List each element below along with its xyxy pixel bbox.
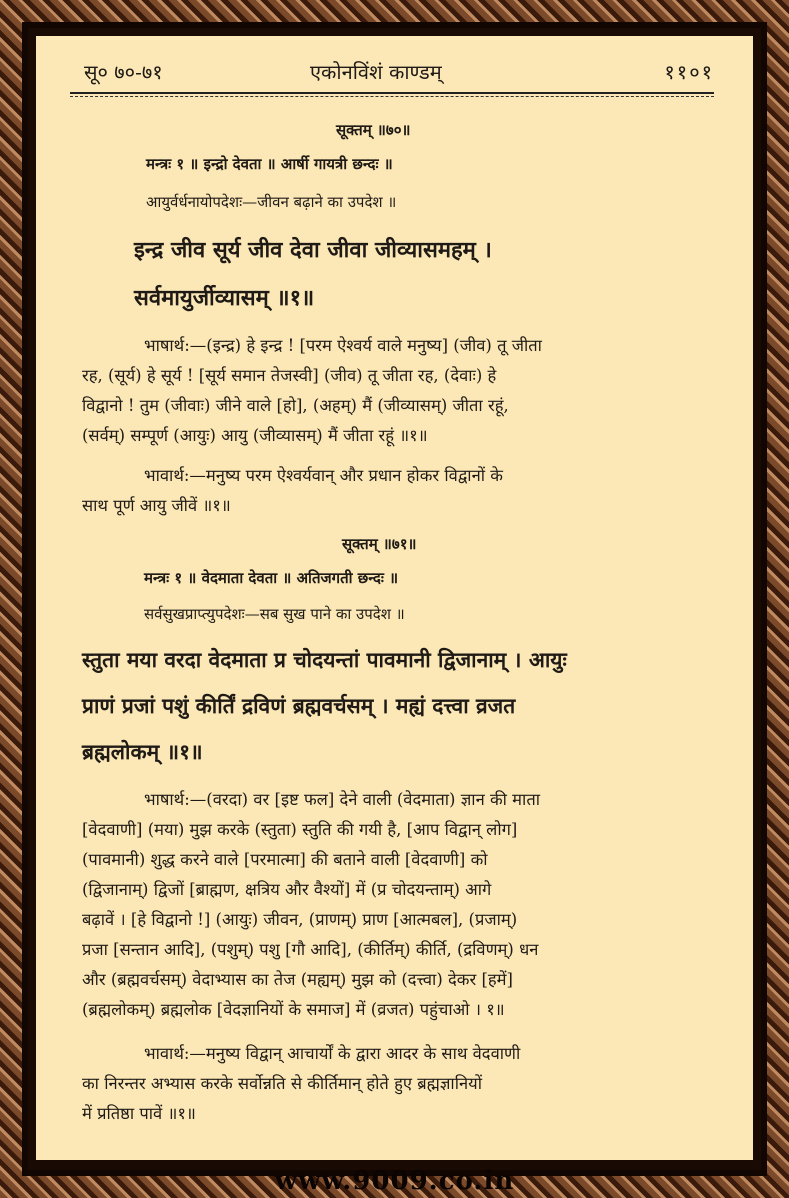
sukta-70-upadesh: आयुर्वर्धनायोपदेशः—जीवन बढ़ाने का उपदेश ॥ <box>146 193 397 211</box>
sukta-71-bhavarth-line: का निरन्तर अभ्यास करके सर्वोन्नति से कीर्तिमान् होते हुए ब्रह्मज्ञानियों <box>82 1074 482 1093</box>
sukta-71-mantra-line: स्तुता मया वरदा वेदमाता प्र चोदयन्तां पावमानी द्विजानाम् । आयुः <box>82 647 567 672</box>
sukta-70-meta: मन्त्रः १ ॥ इन्द्रो देवता ॥ आर्षी गायत्री छन्दः ॥ <box>146 155 393 173</box>
sukta-70-bhavarth-line: साथ पूर्ण आयु जीवें ॥१॥ <box>82 496 231 515</box>
sukta-70-bhasharth-line: भाषार्थ:—(इन्द्र) हे इन्द्र ! [परम ऐश्वर्य वाले मनुष्य] (जीव) तू जीता <box>144 336 542 355</box>
sukta-71-mantra-line: ब्रह्मलोकम् ॥१॥ <box>82 739 203 764</box>
sukta-71-bhasharth-line: (पावमानी) शुद्ध करने वाले [परमात्मा] की बताने वाली [वेदवाणी] को <box>82 850 488 869</box>
sukta-71-bhasharth-line: बढ़ावें । [हे विद्वानो !] (आयुः) जीवन, (प्राणम्) प्राण [आत्मबल], (प्रजाम्) <box>82 910 518 929</box>
sukta-70-mantra-line-1: इन्द्र जीव सूर्य जीव देवा जीवा जीव्यासमहम् । <box>134 237 492 263</box>
sukta-71-bhavarth-line: भावार्थ:—मनुष्य विद्वान् आचार्यों के द्वारा आदर के साथ वेदवाणी <box>144 1044 521 1063</box>
sukta-71-bhasharth-line: भाषार्थ:—(वरदा) वर [इष्ट फल] देने वाली (वेदमाता) ज्ञान की माता <box>144 790 540 809</box>
header-rule <box>70 92 714 94</box>
header-page-number: ११०१ <box>664 60 714 84</box>
sukta-71-bhasharth-line: (ब्रह्मलोकम्) ब्रह्मलोक [वेदज्ञानियों के समाज] में (व्रजत) पहुंचाओ । १॥ <box>82 1000 505 1019</box>
book-page <box>36 36 753 1160</box>
page-header <box>78 56 714 86</box>
sukta-70-mantra-line-2: सर्वमायुर्जीव्यासम् ॥१॥ <box>134 285 315 311</box>
sukta-71-bhasharth-line: (द्विजानाम्) द्विजों [ब्राह्मण, क्षत्रिय और वैश्यों] में (प्र चोदयन्ताम्) आगे <box>82 880 492 899</box>
sukta-70-bhasharth-line: विद्वानो ! तुम (जीवाः) जीने वाले [हो], (अहम्) मैं (जीव्यासम्) जीता रहूं, <box>82 396 509 415</box>
header-sutra-range: सू० ७०-७१ <box>84 60 163 84</box>
sukta-70-bhavarth-line: भावार्थ:—मनुष्य परम ऐश्वर्यवान् और प्रधान होकर विद्वानों के <box>144 466 503 485</box>
sukta-71-mantra-line: प्राणं प्रजां पशुं कीर्तिं द्रविणं ब्रह्मवर्चसम् । मह्यं दत्त्वा व्रजत <box>82 693 516 718</box>
sukta-71-upadesh: सर्वसुखप्राप्त्युपदेशः—सब सुख पाने का उपदेश ॥ <box>144 605 405 623</box>
sukta-71-bhasharth-line: प्रजा [सन्तान आदि], (पशुम्) पशु [गौ आदि], (कीर्तिम्) कीर्ति, (द्रविणम्) धन <box>82 940 539 959</box>
sukta-70-bhasharth-line: रह, (सूर्य) हे सूर्य ! [सूर्य समान तेजस्वी] (जीव) तू जीता रह, (देवाः) हे <box>82 366 497 385</box>
sukta-70-bhasharth-line: (सर्वम्) सम्पूर्ण (आयुः) आयु (जीव्यासम्) मैं जीता रहूं ॥१॥ <box>82 426 428 445</box>
sukta-71-bhasharth-line: [वेदवाणी] (मया) मुझ करके (स्तुता) स्तुति की गयी है, [आप विद्वान् लोग] <box>82 820 518 839</box>
sukta-71-bhasharth-line: और (ब्रह्मवर्चसम्) वेदाभ्यास का तेज (मह्यम्) मुझ को (दत्त्वा) देकर [हमें] <box>82 970 513 989</box>
sukta-71-meta: मन्त्रः १ ॥ वेदमाता देवता ॥ अतिजगती छन्दः ॥ <box>144 569 399 587</box>
sukta-70-title: सूक्तम् ॥७०॥ <box>336 121 411 139</box>
header-kanda-title: एकोनविंशं काण्डम् <box>310 60 442 84</box>
header-rule-dashed <box>70 96 714 97</box>
website-footer: www.9009.co.in <box>274 1166 515 1196</box>
sukta-71-title: सूक्तम् ॥७१॥ <box>342 535 417 553</box>
sukta-71-bhavarth-line: में प्रतिष्ठा पावें ॥१॥ <box>82 1104 196 1123</box>
